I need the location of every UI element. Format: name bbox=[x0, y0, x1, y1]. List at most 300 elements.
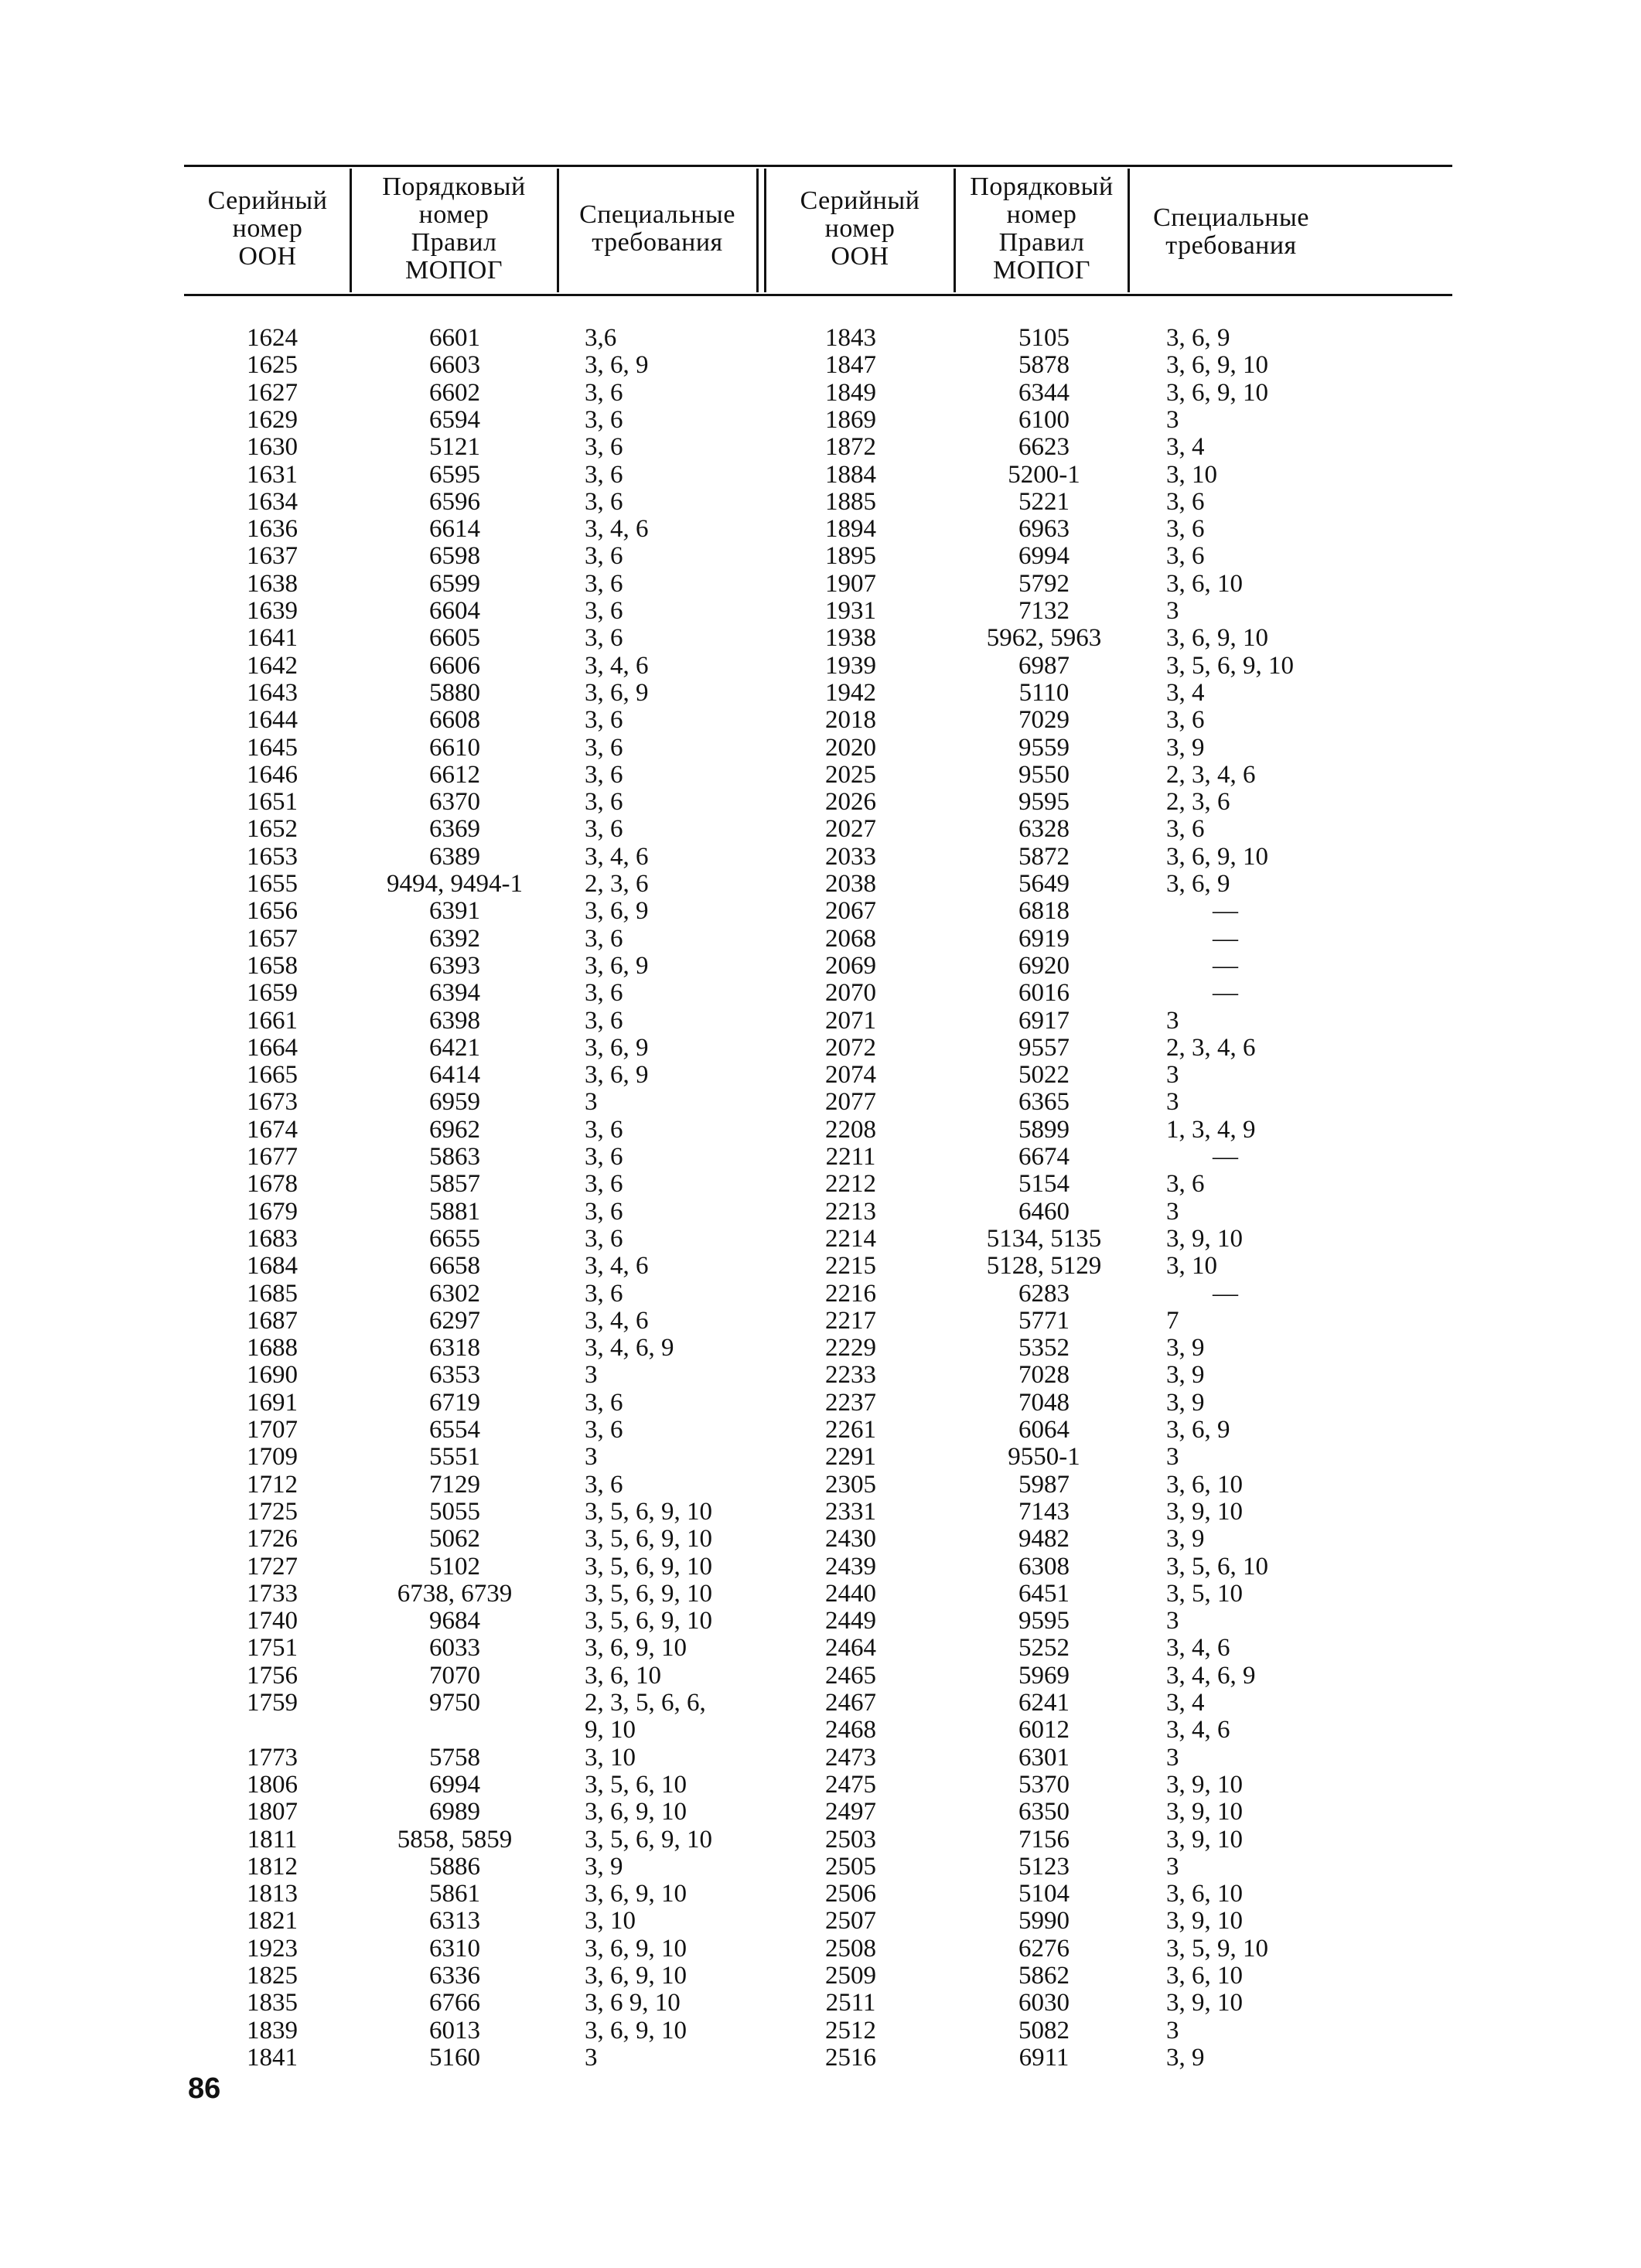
cell-serial-number: 1642 bbox=[247, 651, 298, 680]
cell-order-number: 5055 bbox=[429, 1497, 480, 1526]
header-divider bbox=[954, 169, 956, 292]
cell-order-number: 6064 bbox=[1018, 1416, 1070, 1444]
cell-special-requirements: 3, 9, 10 bbox=[1166, 1798, 1243, 1826]
cell-order-number: 5649 bbox=[1018, 870, 1070, 898]
cell-serial-number: 2025 bbox=[825, 760, 876, 789]
cell-special-requirements: 3, 6 bbox=[1166, 515, 1205, 544]
cell-order-number: 5110 bbox=[1018, 678, 1070, 707]
cell-serial-number: 1677 bbox=[247, 1143, 298, 1171]
cell-serial-number: 1939 bbox=[825, 651, 876, 680]
cell-order-number: 6369 bbox=[429, 815, 480, 844]
cell-order-number: 6308 bbox=[1018, 1552, 1070, 1581]
cell-serial-number: 1643 bbox=[247, 678, 298, 707]
cell-special-requirements: 3, 4, 6, 9 bbox=[1166, 1661, 1256, 1690]
cell-serial-number: 1674 bbox=[247, 1115, 298, 1144]
cell-serial-number: 1664 bbox=[247, 1033, 298, 1062]
cell-serial-number: 1942 bbox=[825, 678, 876, 707]
cell-order-number: 6241 bbox=[1018, 1689, 1070, 1717]
cell-special-requirements: — bbox=[1213, 951, 1238, 980]
header-divider bbox=[1128, 169, 1130, 292]
cell-order-number: 6595 bbox=[429, 460, 480, 489]
cell-order-number: 6598 bbox=[429, 542, 480, 571]
cell-special-requirements: 3, 4, 6 bbox=[585, 1306, 649, 1335]
cell-serial-number: 1652 bbox=[247, 815, 298, 844]
cell-order-number: 5881 bbox=[429, 1197, 480, 1226]
header-order-line: МОПОГ bbox=[992, 256, 1091, 285]
header-req-left bbox=[560, 201, 755, 257]
cell-order-number: 5221 bbox=[1018, 487, 1070, 516]
cell-special-requirements: 2, 3, 6 bbox=[585, 870, 649, 898]
cell-special-requirements: 2, 3, 4, 6 bbox=[1166, 1033, 1256, 1062]
cell-serial-number: 2507 bbox=[825, 1907, 876, 1935]
cell-order-number: 6602 bbox=[429, 378, 480, 407]
header-order-right bbox=[957, 173, 1127, 285]
cell-order-number: 6344 bbox=[1018, 378, 1070, 407]
cell-special-requirements: 3, 6 bbox=[585, 1416, 623, 1444]
cell-serial-number: 2516 bbox=[825, 2043, 876, 2072]
cell-serial-number: 1627 bbox=[247, 378, 298, 407]
cell-special-requirements: 3, 6, 9, 10 bbox=[1166, 842, 1268, 871]
cell-special-requirements: 3, 9, 10 bbox=[1166, 1770, 1243, 1799]
cell-special-requirements: 3, 6, 10 bbox=[1166, 1880, 1243, 1908]
cell-serial-number: 1813 bbox=[247, 1880, 298, 1908]
cell-order-number: 5987 bbox=[1018, 1470, 1070, 1499]
cell-special-requirements: 3 bbox=[1166, 597, 1179, 625]
cell-serial-number: 1841 bbox=[247, 2043, 298, 2072]
cell-serial-number: 2449 bbox=[825, 1607, 876, 1635]
cell-order-number: 6608 bbox=[429, 706, 480, 735]
cell-special-requirements: 3, 9 bbox=[1166, 733, 1205, 762]
cell-order-number: 5858, 5859 bbox=[397, 1825, 513, 1854]
cell-order-number: 5154 bbox=[1018, 1170, 1070, 1199]
cell-serial-number: 2070 bbox=[825, 979, 876, 1008]
cell-serial-number: 1733 bbox=[247, 1579, 298, 1608]
cell-serial-number: 2511 bbox=[825, 1989, 876, 2017]
cell-order-number: 5370 bbox=[1018, 1770, 1070, 1799]
cell-serial-number: 1653 bbox=[247, 842, 298, 871]
cell-serial-number: 2505 bbox=[825, 1852, 876, 1881]
cell-serial-number: 1679 bbox=[247, 1197, 298, 1226]
cell-serial-number: 2018 bbox=[825, 706, 876, 735]
cell-order-number: 6276 bbox=[1018, 1934, 1070, 1963]
cell-order-number: 5160 bbox=[429, 2043, 480, 2072]
cell-order-number: 6302 bbox=[429, 1279, 480, 1308]
cell-serial-number: 2508 bbox=[825, 1934, 876, 1963]
cell-serial-number: 1624 bbox=[247, 324, 298, 352]
cell-order-number: 6100 bbox=[1018, 405, 1070, 434]
cell-serial-number: 2067 bbox=[825, 897, 876, 926]
cell-serial-number: 1839 bbox=[247, 2016, 298, 2045]
cell-special-requirements: 3, 4, 6 bbox=[1166, 1716, 1230, 1744]
cell-serial-number: 2072 bbox=[825, 1033, 876, 1062]
cell-order-number: 5878 bbox=[1018, 351, 1070, 380]
cell-order-number: 9550-1 bbox=[1008, 1443, 1080, 1472]
cell-special-requirements: 1, 3, 4, 9 bbox=[1166, 1115, 1256, 1144]
cell-serial-number: 2503 bbox=[825, 1825, 876, 1854]
cell-serial-number: 2512 bbox=[825, 2016, 876, 2045]
cell-order-number: 6603 bbox=[429, 351, 480, 380]
cell-special-requirements: 3, 6, 9 bbox=[585, 678, 649, 707]
cell-order-number: 6393 bbox=[429, 951, 480, 980]
cell-special-requirements: 3 bbox=[585, 1361, 598, 1390]
header-serial-line: ООН bbox=[831, 242, 889, 271]
cell-special-requirements: 3, 6 bbox=[585, 569, 623, 598]
cell-special-requirements: 3 bbox=[1166, 2016, 1179, 2045]
header-req-line: Специальные bbox=[579, 200, 735, 229]
cell-order-number: 6451 bbox=[1018, 1579, 1070, 1608]
header-serial-line: номер bbox=[824, 214, 896, 243]
cell-special-requirements: — bbox=[1213, 897, 1238, 926]
cell-special-requirements: — bbox=[1213, 1279, 1238, 1308]
cell-special-requirements: 3, 5, 6, 9, 10 bbox=[585, 1607, 712, 1635]
cell-order-number: 6392 bbox=[429, 924, 480, 953]
cell-order-number: 6994 bbox=[1018, 542, 1070, 571]
cell-special-requirements: 3 bbox=[585, 1088, 598, 1117]
cell-order-number: 6920 bbox=[1018, 951, 1070, 980]
cell-serial-number: 2473 bbox=[825, 1743, 876, 1772]
cell-special-requirements: 3, 6, 9 bbox=[585, 897, 649, 926]
cell-serial-number: 2208 bbox=[825, 1115, 876, 1144]
cell-serial-number: 1651 bbox=[247, 788, 298, 817]
cell-order-number: 6301 bbox=[1018, 1743, 1070, 1772]
cell-special-requirements: 3, 6, 9, 10 bbox=[585, 1934, 687, 1963]
cell-order-number: 7048 bbox=[1018, 1388, 1070, 1417]
cell-serial-number: 2071 bbox=[825, 1006, 876, 1035]
cell-special-requirements: — bbox=[1213, 924, 1238, 953]
cell-order-number: 6917 bbox=[1018, 1006, 1070, 1035]
cell-order-number: 6328 bbox=[1018, 815, 1070, 844]
cell-special-requirements: 2, 3, 5, 6, 6, bbox=[585, 1689, 706, 1717]
cell-special-requirements: 3 bbox=[1166, 1061, 1179, 1090]
cell-serial-number: 2439 bbox=[825, 1552, 876, 1581]
cell-order-number: 6994 bbox=[429, 1770, 480, 1799]
cell-order-number: 6658 bbox=[429, 1252, 480, 1281]
cell-special-requirements: — bbox=[1213, 979, 1238, 1008]
cell-special-requirements: 3, 6 bbox=[585, 405, 623, 434]
cell-serial-number: 1639 bbox=[247, 597, 298, 625]
cell-serial-number: 1938 bbox=[825, 624, 876, 653]
cell-order-number: 5861 bbox=[429, 1880, 480, 1908]
cell-order-number: 6959 bbox=[429, 1088, 480, 1117]
cell-special-requirements: 3, 4, 6, 9 bbox=[585, 1334, 674, 1363]
cell-order-number: 6554 bbox=[429, 1416, 480, 1444]
cell-serial-number: 2214 bbox=[825, 1224, 876, 1253]
cell-serial-number: 1811 bbox=[247, 1825, 298, 1854]
header-req-line: требования bbox=[592, 228, 723, 257]
cell-special-requirements: 3, 6 bbox=[585, 1197, 623, 1226]
cell-order-number: 5969 bbox=[1018, 1661, 1070, 1690]
cell-serial-number: 1644 bbox=[247, 706, 298, 735]
cell-order-number: 6594 bbox=[429, 405, 480, 434]
cell-order-number: 5352 bbox=[1018, 1334, 1070, 1363]
cell-order-number: 6414 bbox=[429, 1061, 480, 1090]
cell-order-number: 6460 bbox=[1018, 1197, 1070, 1226]
cell-special-requirements: 3, 6 bbox=[1166, 487, 1205, 516]
cell-special-requirements: 3, 6, 9 bbox=[585, 951, 649, 980]
cell-serial-number: 2069 bbox=[825, 951, 876, 980]
header-order-line: МОПОГ bbox=[404, 256, 503, 285]
cell-special-requirements: 3, 6 bbox=[585, 1170, 623, 1199]
cell-special-requirements: 3, 6 bbox=[585, 597, 623, 625]
cell-order-number: 6283 bbox=[1018, 1279, 1070, 1308]
cell-special-requirements: 3, 9 bbox=[1166, 1525, 1205, 1553]
cell-serial-number: 1740 bbox=[247, 1607, 298, 1635]
cell-order-number: 6962 bbox=[429, 1115, 480, 1144]
cell-order-number: 6297 bbox=[429, 1306, 480, 1335]
cell-special-requirements: 3, 4, 6 bbox=[585, 842, 649, 871]
cell-special-requirements: 3, 5, 10 bbox=[1166, 1579, 1243, 1608]
cell-special-requirements: 3, 6, 9 bbox=[585, 351, 649, 380]
header-order-left bbox=[353, 173, 555, 285]
cell-serial-number: 2506 bbox=[825, 1880, 876, 1908]
cell-serial-number: 2077 bbox=[825, 1088, 876, 1117]
cell-serial-number: 1657 bbox=[247, 924, 298, 953]
cell-serial-number: 2261 bbox=[825, 1416, 876, 1444]
cell-special-requirements: 3, 6 bbox=[585, 460, 623, 489]
cell-special-requirements: 3, 4, 6 bbox=[585, 651, 649, 680]
cell-order-number: 6365 bbox=[1018, 1088, 1070, 1117]
cell-serial-number: 2331 bbox=[825, 1497, 876, 1526]
cell-order-number: 5792 bbox=[1018, 569, 1070, 598]
cell-serial-number: 2229 bbox=[825, 1334, 876, 1363]
cell-order-number: 6818 bbox=[1018, 897, 1070, 926]
cell-special-requirements: 3, 5, 6, 10 bbox=[1166, 1552, 1268, 1581]
cell-special-requirements: 3, 6 bbox=[585, 1388, 623, 1417]
cell-order-number: 9750 bbox=[429, 1689, 480, 1717]
cell-order-number: 6398 bbox=[429, 1006, 480, 1035]
cell-serial-number: 1656 bbox=[247, 897, 298, 926]
cell-order-number: 6606 bbox=[429, 651, 480, 680]
cell-serial-number: 1625 bbox=[247, 351, 298, 380]
cell-special-requirements: 3, 6 bbox=[585, 924, 623, 953]
cell-serial-number: 1631 bbox=[247, 460, 298, 489]
cell-special-requirements: 3, 6, 9 bbox=[585, 1033, 649, 1062]
cell-order-number: 9559 bbox=[1018, 733, 1070, 762]
cell-serial-number: 1923 bbox=[247, 1934, 298, 1963]
cell-special-requirements: 3, 6 bbox=[585, 1006, 623, 1035]
cell-order-number: 7143 bbox=[1018, 1497, 1070, 1526]
header-serial-line: ООН bbox=[238, 242, 297, 271]
cell-serial-number: 1687 bbox=[247, 1306, 298, 1335]
cell-serial-number: 1894 bbox=[825, 515, 876, 544]
cell-special-requirements: 3, 6 bbox=[1166, 1170, 1205, 1199]
header-serial-left bbox=[187, 187, 348, 271]
cell-serial-number: 2213 bbox=[825, 1197, 876, 1226]
cell-serial-number: 2464 bbox=[825, 1634, 876, 1663]
cell-order-number: 5872 bbox=[1018, 842, 1070, 871]
header-divider-double bbox=[756, 169, 759, 292]
cell-order-number: 9557 bbox=[1018, 1033, 1070, 1062]
cell-serial-number: 2497 bbox=[825, 1798, 876, 1826]
cell-serial-number: 2215 bbox=[825, 1252, 876, 1281]
cell-special-requirements: 3, 9, 10 bbox=[1166, 1224, 1243, 1253]
cell-special-requirements: 3, 6, 9, 10 bbox=[1166, 351, 1268, 380]
cell-special-requirements: 3, 10 bbox=[1166, 1252, 1217, 1281]
cell-serial-number: 1630 bbox=[247, 433, 298, 462]
cell-order-number: 6610 bbox=[429, 733, 480, 762]
cell-serial-number: 2074 bbox=[825, 1061, 876, 1090]
cell-order-number: 6674 bbox=[1018, 1143, 1070, 1171]
cell-order-number: 5862 bbox=[1018, 1962, 1070, 1990]
cell-serial-number: 1636 bbox=[247, 515, 298, 544]
cell-special-requirements: 3, 6, 10 bbox=[1166, 1470, 1243, 1499]
cell-special-requirements: 3, 6 bbox=[585, 760, 623, 789]
cell-serial-number: 1688 bbox=[247, 1334, 298, 1363]
cell-special-requirements: 3, 9, 10 bbox=[1166, 1989, 1243, 2017]
cell-order-number: 9550 bbox=[1018, 760, 1070, 789]
header-req-right bbox=[1131, 204, 1332, 260]
cell-special-requirements: 3, 6, 9 bbox=[1166, 324, 1230, 352]
cell-serial-number: 1683 bbox=[247, 1224, 298, 1253]
cell-special-requirements: 3, 5, 6, 9, 10 bbox=[585, 1552, 712, 1581]
cell-serial-number: 1645 bbox=[247, 733, 298, 762]
cell-serial-number: 1885 bbox=[825, 487, 876, 516]
cell-special-requirements: 3, 9 bbox=[1166, 1334, 1205, 1363]
cell-order-number: 6911 bbox=[1018, 2043, 1070, 2072]
cell-special-requirements: 3, 9, 10 bbox=[1166, 1497, 1243, 1526]
cell-special-requirements: 3 bbox=[1166, 1088, 1179, 1117]
cell-special-requirements: 3 bbox=[1166, 1743, 1179, 1772]
header-divider-double bbox=[764, 169, 766, 292]
page-number: 86 bbox=[188, 2072, 221, 2105]
cell-serial-number: 1685 bbox=[247, 1279, 298, 1308]
cell-special-requirements: 3, 6 bbox=[1166, 542, 1205, 571]
cell-order-number: 7029 bbox=[1018, 706, 1070, 735]
cell-order-number: 7129 bbox=[429, 1470, 480, 1499]
cell-serial-number: 1712 bbox=[247, 1470, 298, 1499]
cell-order-number: 6738, 6739 bbox=[397, 1579, 513, 1608]
cell-special-requirements: 3, 6 bbox=[585, 542, 623, 571]
cell-order-number: 5863 bbox=[429, 1143, 480, 1171]
cell-serial-number: 2430 bbox=[825, 1525, 876, 1553]
cell-special-requirements: 2, 3, 4, 6 bbox=[1166, 760, 1256, 789]
cell-serial-number: 2509 bbox=[825, 1962, 876, 1990]
cell-order-number: 6614 bbox=[429, 515, 480, 544]
cell-order-number: 6336 bbox=[429, 1962, 480, 1990]
cell-special-requirements: 3, 6 bbox=[585, 1279, 623, 1308]
cell-special-requirements: 3, 6, 10 bbox=[1166, 569, 1243, 598]
cell-order-number: 6353 bbox=[429, 1361, 480, 1390]
cell-special-requirements: 3, 6 bbox=[1166, 706, 1205, 735]
cell-special-requirements: 3, 10 bbox=[1166, 460, 1217, 489]
cell-special-requirements: 3, 6 bbox=[585, 815, 623, 844]
header-order-line: Порядковый bbox=[970, 172, 1114, 201]
cell-order-number: 9595 bbox=[1018, 788, 1070, 817]
cell-order-number: 5551 bbox=[429, 1443, 480, 1472]
cell-special-requirements: 3 bbox=[585, 2043, 598, 2072]
cell-special-requirements: 3 bbox=[1166, 1607, 1179, 1635]
cell-serial-number: 2465 bbox=[825, 1661, 876, 1690]
cell-serial-number: 1759 bbox=[247, 1689, 298, 1717]
cell-order-number: 5121 bbox=[429, 433, 480, 462]
cell-serial-number: 2217 bbox=[825, 1306, 876, 1335]
cell-order-number: 5102 bbox=[429, 1552, 480, 1581]
cell-serial-number: 2440 bbox=[825, 1579, 876, 1608]
cell-serial-number: 1751 bbox=[247, 1634, 298, 1663]
cell-serial-number: 1638 bbox=[247, 569, 298, 598]
cell-special-requirements: 3, 9 bbox=[1166, 2043, 1205, 2072]
cell-serial-number: 2305 bbox=[825, 1470, 876, 1499]
cell-serial-number: 1707 bbox=[247, 1416, 298, 1444]
cell-serial-number: 2468 bbox=[825, 1716, 876, 1744]
header-serial-line: Серийный bbox=[207, 186, 328, 215]
cell-order-number: 6394 bbox=[429, 979, 480, 1008]
cell-serial-number: 1673 bbox=[247, 1088, 298, 1117]
cell-serial-number: 1806 bbox=[247, 1770, 298, 1799]
cell-order-number: 6421 bbox=[429, 1033, 480, 1062]
cell-order-number: 7132 bbox=[1018, 597, 1070, 625]
cell-order-number: 5990 bbox=[1018, 1907, 1070, 1935]
cell-special-requirements: 3, 6, 9 bbox=[1166, 870, 1230, 898]
cell-serial-number: 1661 bbox=[247, 1006, 298, 1035]
cell-order-number: 5022 bbox=[1018, 1061, 1070, 1090]
cell-serial-number: 2237 bbox=[825, 1388, 876, 1417]
cell-special-requirements: 3, 6, 10 bbox=[1166, 1962, 1243, 1990]
cell-serial-number: 1931 bbox=[825, 597, 876, 625]
cell-serial-number: 1658 bbox=[247, 951, 298, 980]
cell-serial-number: 1678 bbox=[247, 1170, 298, 1199]
cell-special-requirements: 3, 6, 9, 10 bbox=[585, 2016, 687, 2045]
cell-order-number: 6601 bbox=[429, 324, 480, 352]
cell-order-number: 9595 bbox=[1018, 1607, 1070, 1635]
cell-order-number: 6012 bbox=[1018, 1716, 1070, 1744]
table-header-bottom-rule bbox=[184, 294, 1452, 296]
cell-special-requirements: 3, 6 9, 10 bbox=[585, 1989, 681, 2017]
cell-serial-number: 1684 bbox=[247, 1252, 298, 1281]
cell-serial-number: 2027 bbox=[825, 815, 876, 844]
cell-serial-number: 2291 bbox=[825, 1443, 876, 1472]
cell-serial-number: 2026 bbox=[825, 788, 876, 817]
cell-special-requirements: 3, 6, 9, 10 bbox=[1166, 378, 1268, 407]
cell-order-number: 6389 bbox=[429, 842, 480, 871]
cell-order-number: 6605 bbox=[429, 624, 480, 653]
cell-special-requirements: 3, 9, 10 bbox=[1166, 1825, 1243, 1854]
cell-order-number: 5128, 5129 bbox=[986, 1252, 1102, 1281]
cell-serial-number: 2020 bbox=[825, 733, 876, 762]
cell-order-number: 9482 bbox=[1018, 1525, 1070, 1553]
cell-special-requirements: 3 bbox=[1166, 1852, 1179, 1881]
cell-special-requirements: 3,6 bbox=[585, 324, 617, 352]
cell-order-number: 6391 bbox=[429, 897, 480, 926]
cell-serial-number: 1655 bbox=[247, 870, 298, 898]
header-req-line: Специальные bbox=[1153, 203, 1309, 232]
cell-order-number: 6030 bbox=[1018, 1989, 1070, 2017]
cell-special-requirements: 3 bbox=[1166, 1006, 1179, 1035]
cell-special-requirements: 3, 6 bbox=[585, 487, 623, 516]
cell-order-number: 6623 bbox=[1018, 433, 1070, 462]
cell-order-number: 5200-1 bbox=[1008, 460, 1080, 489]
cell-serial-number: 1869 bbox=[825, 405, 876, 434]
cell-special-requirements: 3, 10 bbox=[585, 1743, 636, 1772]
cell-order-number: 6013 bbox=[429, 2016, 480, 2045]
cell-serial-number: 1690 bbox=[247, 1361, 298, 1390]
cell-order-number: 9684 bbox=[429, 1607, 480, 1635]
cell-special-requirements: 3 bbox=[1166, 1197, 1179, 1226]
cell-serial-number: 1895 bbox=[825, 542, 876, 571]
cell-special-requirements: 3, 5, 6, 9, 10 bbox=[585, 1825, 712, 1854]
cell-order-number: 5886 bbox=[429, 1852, 480, 1881]
cell-order-number: 6596 bbox=[429, 487, 480, 516]
cell-special-requirements: 3, 4, 6 bbox=[1166, 1634, 1230, 1663]
cell-order-number: 7156 bbox=[1018, 1825, 1070, 1854]
cell-serial-number: 1629 bbox=[247, 405, 298, 434]
cell-serial-number: 1726 bbox=[247, 1525, 298, 1553]
cell-order-number: 5252 bbox=[1018, 1634, 1070, 1663]
table-top-rule bbox=[184, 165, 1452, 167]
cell-special-requirements: 3, 6 bbox=[585, 788, 623, 817]
cell-serial-number: 2467 bbox=[825, 1689, 876, 1717]
cell-order-number: 9494, 9494-1 bbox=[387, 870, 523, 898]
